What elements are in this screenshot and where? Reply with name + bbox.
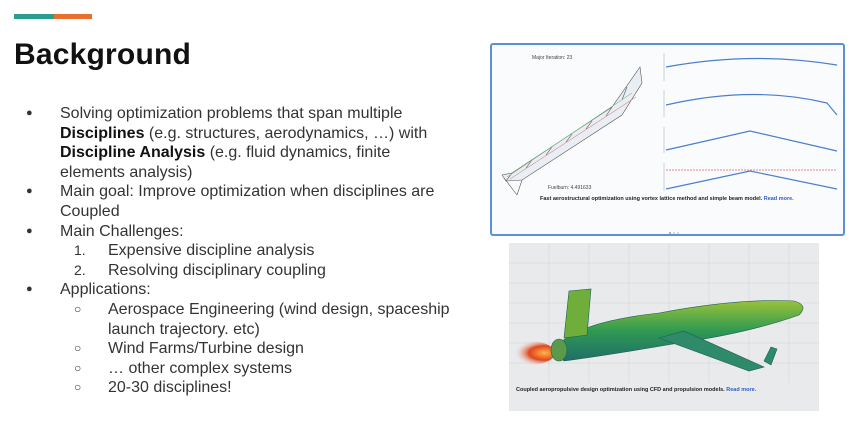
aerostructural-figure (490, 43, 845, 236)
application-item: ○ 20-30 disciplines! (74, 379, 232, 397)
challenge-item: 1. Expensive discipline analysis (74, 242, 315, 260)
carousel-dot-icon (677, 232, 679, 234)
iteration-label: Major Iteration: 23 (532, 55, 573, 61)
exhaust-plume (509, 341, 555, 365)
slide-title: Background (14, 38, 192, 71)
accent-bar-orange (54, 14, 92, 19)
aerostructural-plots (492, 45, 845, 236)
application-item: ○ Aerospace Engineering (wind design, spaceship launch trajectory. etc) (74, 300, 450, 338)
bullet-dot: ● (26, 283, 33, 296)
vertical-tail (564, 289, 591, 338)
circle-bullet-icon: ○ (74, 360, 82, 375)
aeropropulsive-figure (509, 243, 819, 411)
plot-curve-2 (666, 94, 837, 115)
figure2-read-more-link[interactable]: Read more. (726, 387, 757, 393)
circle-bullet-icon: ○ (74, 341, 82, 356)
bullet-main-goal: ● Main goal: Improve optimization when disciplines are Coupled (26, 183, 435, 220)
plot-curve-1 (666, 58, 837, 67)
bullet-dot: ● (26, 224, 33, 237)
circle-bullet-icon: ○ (74, 380, 82, 395)
accent-bar (14, 14, 92, 19)
plot-curve-4 (666, 171, 837, 189)
accent-bar-teal (14, 14, 54, 19)
wing-mesh-image (502, 67, 642, 195)
circle-bullet-icon: ○ (74, 301, 82, 316)
winglet (764, 347, 777, 365)
bullet-disciplines: ● Solving optimization problems that span multiple Disciplines (e.g. structures, aerodynamics, …) with Discipline Analysis (e.g. fluid dynamics, finite elements analysis) (26, 105, 428, 181)
bullet-dot: ● (26, 107, 33, 119)
application-item: ○ Wind Farms/Turbine design (74, 340, 304, 358)
carousel-dot-icon (669, 232, 671, 234)
fuelburn-label: Fuelburn: 4.491633 (548, 185, 592, 191)
application-item: ○ … other complex systems (74, 359, 293, 377)
figure2-caption: Coupled aeropropulsive design optimization using CFD and propulsion models. Read more. (516, 387, 757, 393)
fuselage (554, 301, 803, 362)
propulsor-nacelle (551, 339, 567, 361)
figure1-caption: Fast aerostructural optimization using vortex lattice method and simple beam model. Read more. (540, 196, 794, 202)
figure1-read-more-link[interactable]: Read more. (763, 196, 794, 202)
plot-curve-3 (666, 131, 837, 151)
bullet-applications: ● Applications: (26, 281, 151, 299)
aircraft-cfd-image (509, 243, 819, 411)
bullet-dot: ● (26, 185, 33, 198)
carousel-dot-icon (673, 232, 675, 234)
challenge-item: 2. Resolving disciplinary coupling (74, 261, 326, 279)
bullet-main-challenges: ● Main Challenges: (26, 222, 184, 240)
bullet-list (22, 104, 492, 398)
